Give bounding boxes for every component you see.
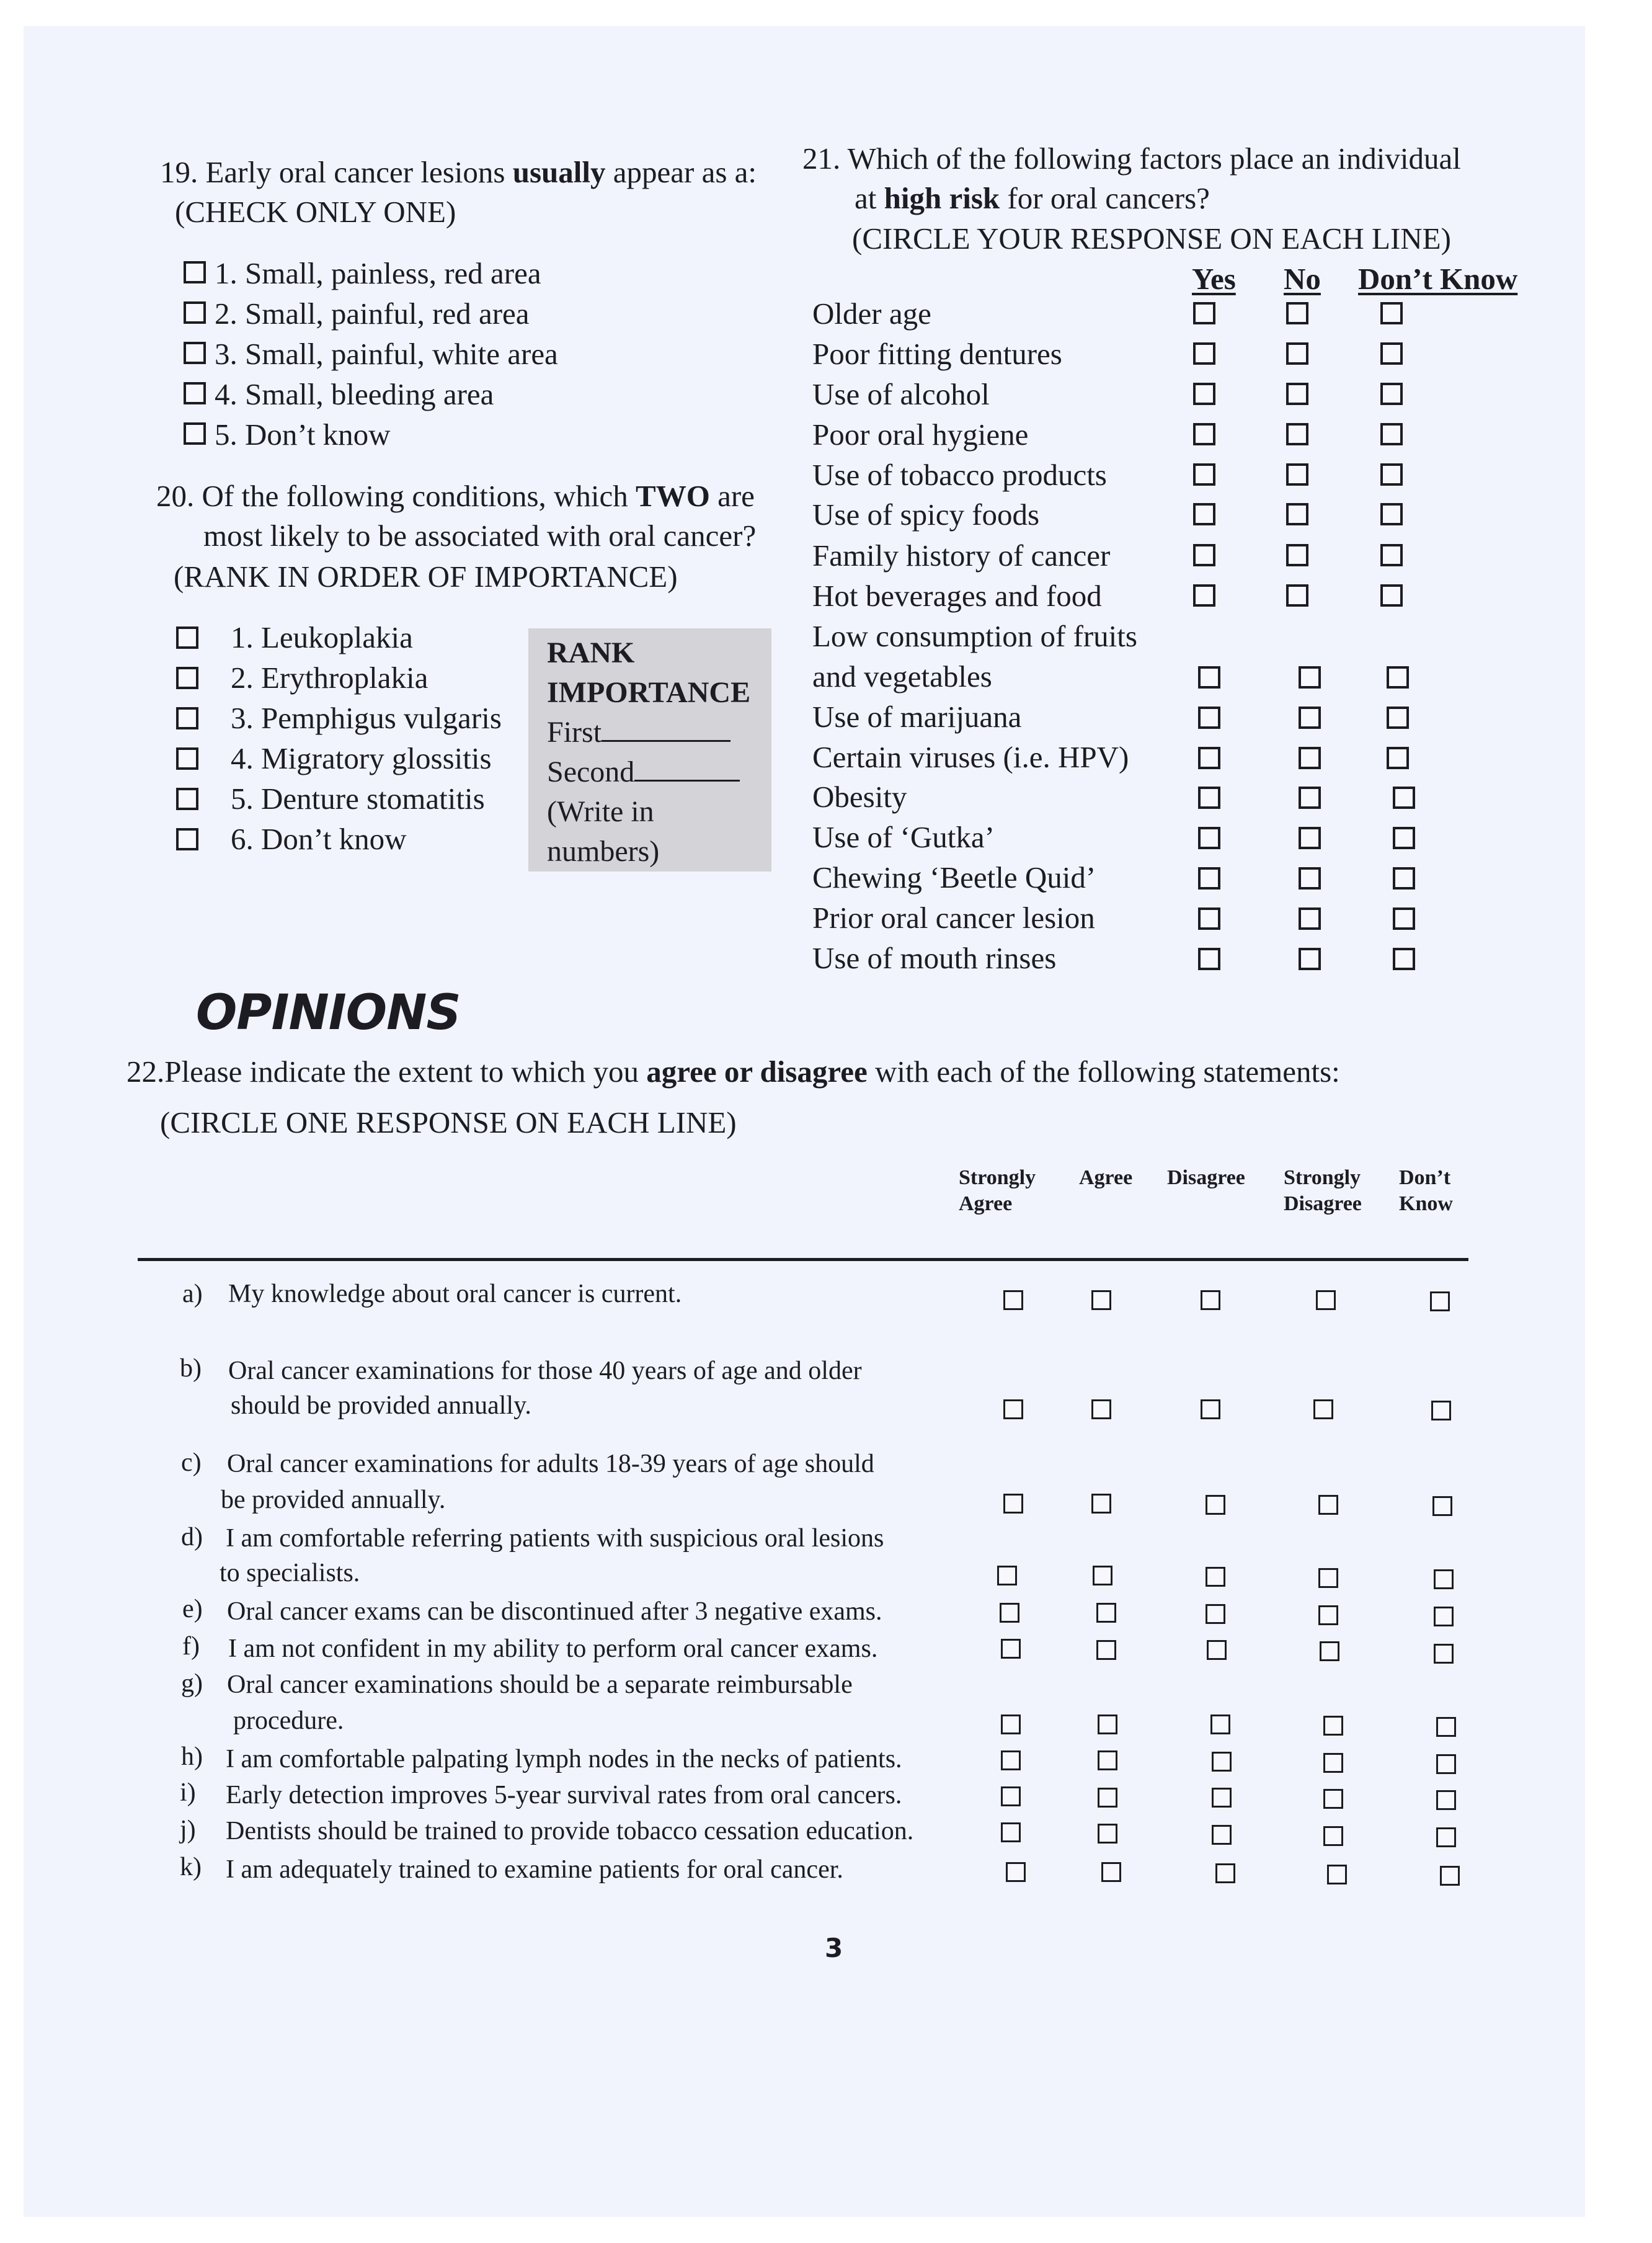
rank-heading: RANK — [547, 636, 635, 669]
statement-h-label: h) — [181, 1742, 203, 1771]
q19-title — [160, 154, 757, 191]
statement-a-dont-know-checkbox[interactable] — [1430, 1291, 1450, 1311]
col-agree-line1: Agree — [1079, 1166, 1133, 1189]
statement-d-strongly-agree-checkbox[interactable] — [997, 1566, 1017, 1585]
rank-note-line1: (Write in — [547, 795, 654, 828]
q21-hot-no-checkbox[interactable] — [1286, 584, 1308, 607]
q21-tobacco-dont-know-checkbox[interactable] — [1380, 463, 1403, 486]
statement-k-dont-know-checkbox[interactable] — [1440, 1866, 1460, 1886]
q21-spicy-dont-know-checkbox[interactable] — [1380, 503, 1403, 525]
q21-viruses-no-checkbox[interactable] — [1299, 747, 1321, 769]
statement-f-strongly-agree-checkbox[interactable] — [1001, 1639, 1021, 1659]
q21-factor-prior-lesion: Prior oral cancer lesion — [812, 901, 1095, 935]
q19-instruction: (CHECK ONLY ONE) — [175, 195, 456, 229]
q21-obesity-yes-checkbox[interactable] — [1198, 787, 1220, 809]
q19-option-5-checkbox[interactable] — [184, 422, 206, 445]
q21-prior-dont-know-checkbox[interactable] — [1393, 907, 1415, 930]
q21-fruits-yes-checkbox[interactable] — [1198, 666, 1220, 689]
col-dont-know-line1: Don’t — [1399, 1166, 1451, 1189]
q20-title — [156, 478, 755, 515]
statement-d-text-line2: to specialists. — [220, 1559, 360, 1587]
q19-option-2-checkbox[interactable] — [184, 301, 206, 324]
rank-second-blank[interactable] — [634, 755, 740, 782]
statement-f-dont-know-checkbox[interactable] — [1434, 1644, 1454, 1664]
q21-factor-beetle-quid: Chewing ‘Beetle Quid’ — [812, 860, 1096, 894]
statement-g-label: g) — [181, 1669, 203, 1698]
statement-k-strongly-disagree-checkbox[interactable] — [1327, 1865, 1347, 1884]
q22-instruction: (CIRCLE ONE RESPONSE ON EACH LINE) — [160, 1105, 737, 1139]
q21-factor-vegetables: and vegetables — [812, 659, 992, 693]
q21-older-age-no-checkbox[interactable] — [1286, 302, 1308, 324]
q21-gutka-dont-know-checkbox[interactable] — [1393, 827, 1415, 849]
q21-factor-gutka: Use of ‘Gutka’ — [812, 820, 995, 854]
statement-c-disagree-checkbox[interactable] — [1206, 1495, 1225, 1515]
q20-option-4-checkbox[interactable] — [176, 747, 198, 770]
col-strongly-agree-line2: Agree — [959, 1192, 1013, 1215]
statement-e-strongly-disagree-checkbox[interactable] — [1318, 1605, 1338, 1625]
statement-i-disagree-checkbox[interactable] — [1212, 1788, 1232, 1808]
q19-option-1-label: 1. Small, painless, red area — [215, 256, 541, 290]
statement-g-text-line2: procedure. — [233, 1706, 344, 1735]
q19-title-emphasis: usually — [512, 155, 606, 189]
statement-a-disagree-checkbox[interactable] — [1201, 1290, 1220, 1310]
rank-note-line2: numbers) — [547, 835, 660, 868]
statement-k-disagree-checkbox[interactable] — [1215, 1863, 1235, 1883]
statement-i-text: Early detection improves 5-year survival rates from oral cancers. — [226, 1781, 902, 1809]
statement-d-disagree-checkbox[interactable] — [1206, 1567, 1225, 1587]
q19-option-4-label: 4. Small, bleeding area — [215, 377, 494, 411]
col-strongly-disagree-line2: Disagree — [1284, 1192, 1362, 1215]
col-dont-know-line2: Know — [1399, 1192, 1453, 1215]
q21-column-yes: Yes — [1192, 262, 1236, 296]
q21-tobacco-yes-checkbox[interactable] — [1193, 463, 1215, 486]
statement-e-dont-know-checkbox[interactable] — [1434, 1607, 1454, 1626]
statement-h-strongly-disagree-checkbox[interactable] — [1323, 1753, 1343, 1773]
statement-b-dont-know-checkbox[interactable] — [1431, 1401, 1451, 1420]
q21-alcohol-dont-know-checkbox[interactable] — [1380, 383, 1403, 405]
q21-tobacco-no-checkbox[interactable] — [1286, 463, 1308, 486]
statement-g-strongly-agree-checkbox[interactable] — [1001, 1715, 1021, 1734]
q21-hygiene-dont-know-checkbox[interactable] — [1380, 423, 1403, 445]
statement-b-disagree-checkbox[interactable] — [1201, 1399, 1220, 1419]
q21-hot-yes-checkbox[interactable] — [1193, 584, 1215, 607]
statement-g-strongly-disagree-checkbox[interactable] — [1323, 1716, 1343, 1736]
q21-factor-older-age: Older age — [812, 297, 931, 331]
statement-b-label: b) — [180, 1354, 202, 1383]
q21-title-emphasis: high risk — [884, 181, 1000, 215]
q20-option-4-label: 4. Migratory glossitis — [231, 741, 492, 775]
q19-option-5-label: 5. Don’t know — [215, 417, 391, 452]
table-header-divider — [138, 1258, 1468, 1261]
q22-title-text: 22.Please indicate the extent to which you — [127, 1055, 647, 1089]
rank-first-row — [547, 713, 753, 752]
statement-b-strongly-disagree-checkbox[interactable] — [1313, 1399, 1333, 1419]
statement-f-text: I am not confident in my ability to perform oral cancer exams. — [228, 1634, 878, 1663]
q21-marijuana-no-checkbox[interactable] — [1299, 707, 1321, 729]
q22-column-strongly-disagree — [1284, 1165, 1362, 1217]
statement-k-agree-checkbox[interactable] — [1101, 1862, 1121, 1882]
q21-marijuana-yes-checkbox[interactable] — [1198, 707, 1220, 729]
q19-title-text: 19. Early oral cancer lesions — [160, 155, 513, 189]
q21-factor-mouth-rinses: Use of mouth rinses — [812, 941, 1057, 975]
q20-option-6-checkbox[interactable] — [176, 828, 198, 850]
statement-a-strongly-agree-checkbox[interactable] — [1003, 1290, 1023, 1310]
q20-title-emphasis: TWO — [636, 479, 710, 513]
statement-d-strongly-disagree-checkbox[interactable] — [1318, 1568, 1338, 1588]
q21-title-line1: 21. Which of the following factors place an individual — [802, 141, 1461, 176]
statement-f-label: f) — [182, 1632, 200, 1661]
q21-factor-spicy-foods: Use of spicy foods — [812, 497, 1040, 532]
statement-c-text-line1: Oral cancer examinations for adults 18-39 years of age should — [227, 1450, 874, 1478]
statement-e-text: Oral cancer exams can be discontinued after 3 negative exams. — [227, 1597, 882, 1626]
q20-option-5-label: 5. Denture stomatitis — [231, 782, 485, 816]
statement-d-text-line1: I am comfortable referring patients with suspicious oral lesions — [226, 1524, 884, 1553]
q19-option-3-label: 3. Small, painful, white area — [215, 337, 558, 371]
q21-instruction: (CIRCLE YOUR RESPONSE ON EACH LINE) — [852, 221, 1451, 256]
statement-h-dont-know-checkbox[interactable] — [1436, 1754, 1456, 1774]
statement-j-disagree-checkbox[interactable] — [1212, 1825, 1232, 1845]
statement-j-text: Dentists should be trained to provide tobacco cessation education. — [226, 1817, 914, 1845]
rank-importance-box — [528, 628, 771, 872]
col-disagree-line1: Disagree — [1167, 1166, 1245, 1189]
q19-option-2-label: 2. Small, painful, red area — [215, 297, 530, 331]
q20-option-2-checkbox[interactable] — [176, 667, 198, 689]
statement-k-label: k) — [180, 1853, 202, 1881]
q22-title-text-end: with each of the following statements: — [867, 1055, 1340, 1089]
q21-rinses-no-checkbox[interactable] — [1299, 948, 1321, 970]
q21-factor-poor-fitting-dentures: Poor fitting dentures — [812, 337, 1062, 371]
q21-rinses-yes-checkbox[interactable] — [1198, 948, 1220, 970]
rank-second-row — [547, 752, 753, 792]
q21-older-age-yes-checkbox[interactable] — [1193, 302, 1215, 324]
statement-d-dont-know-checkbox[interactable] — [1434, 1569, 1454, 1589]
statement-e-agree-checkbox[interactable] — [1096, 1603, 1116, 1623]
q22-column-dont-know — [1399, 1165, 1453, 1217]
q21-hygiene-yes-checkbox[interactable] — [1193, 423, 1215, 445]
q21-dentures-no-checkbox[interactable] — [1286, 342, 1308, 365]
statement-a-agree-checkbox[interactable] — [1091, 1290, 1111, 1310]
statement-a-label: a) — [182, 1280, 203, 1308]
col-strongly-agree-line1: Strongly — [959, 1166, 1036, 1189]
q19-option-1-checkbox[interactable] — [184, 261, 206, 283]
page-number: 3 — [825, 1933, 843, 1963]
statement-g-dont-know-checkbox[interactable] — [1436, 1717, 1456, 1737]
q21-column-dont-know: Don’t Know — [1358, 262, 1518, 296]
q21-obesity-no-checkbox[interactable] — [1299, 787, 1321, 809]
statement-g-disagree-checkbox[interactable] — [1210, 1715, 1230, 1734]
statement-b-strongly-agree-checkbox[interactable] — [1003, 1399, 1023, 1419]
q20-option-2-label: 2. Erythroplakia — [231, 661, 429, 695]
statement-a-strongly-disagree-checkbox[interactable] — [1316, 1290, 1336, 1310]
statement-h-strongly-agree-checkbox[interactable] — [1001, 1750, 1021, 1770]
q21-viruses-dont-know-checkbox[interactable] — [1387, 747, 1409, 769]
q21-prior-no-checkbox[interactable] — [1299, 907, 1321, 930]
q22-column-disagree — [1167, 1165, 1245, 1191]
q21-gutka-no-checkbox[interactable] — [1299, 827, 1321, 849]
q21-alcohol-yes-checkbox[interactable] — [1193, 383, 1215, 405]
q22-column-agree — [1079, 1165, 1132, 1191]
statement-g-agree-checkbox[interactable] — [1098, 1715, 1117, 1734]
q21-fruits-dont-know-checkbox[interactable] — [1387, 666, 1409, 689]
importance-heading: IMPORTANCE — [547, 676, 751, 709]
statement-j-strongly-agree-checkbox[interactable] — [1001, 1822, 1021, 1842]
statement-i-label: i) — [180, 1778, 196, 1807]
rank-first-label: First — [547, 716, 602, 749]
statement-e-strongly-agree-checkbox[interactable] — [1000, 1603, 1019, 1623]
statement-c-label: c) — [181, 1448, 202, 1477]
q21-factor-alcohol: Use of alcohol — [812, 377, 990, 411]
opinions-heading: OPINIONS — [196, 985, 461, 1041]
q21-factor-obesity: Obesity — [812, 780, 907, 814]
statement-d-label: d) — [181, 1523, 203, 1551]
q20-title-text-end: are — [709, 479, 755, 513]
q22-title-emphasis: agree or disagree — [646, 1055, 868, 1089]
q20-title-text: 20. Of the following conditions, which — [156, 479, 636, 513]
statement-k-strongly-agree-checkbox[interactable] — [1006, 1862, 1026, 1882]
q21-title-text-end: for oral cancers? — [1000, 181, 1210, 215]
statement-i-agree-checkbox[interactable] — [1098, 1788, 1117, 1808]
rank-first-blank[interactable] — [602, 715, 731, 742]
q21-hot-dont-know-checkbox[interactable] — [1380, 584, 1403, 607]
q21-dentures-yes-checkbox[interactable] — [1193, 342, 1215, 365]
statement-b-text-line1: Oral cancer examinations for those 40 years of age and older — [228, 1357, 862, 1385]
q22-column-strongly-agree — [959, 1165, 1036, 1217]
q21-obesity-dont-know-checkbox[interactable] — [1393, 787, 1415, 809]
statement-i-strongly-agree-checkbox[interactable] — [1001, 1786, 1021, 1806]
rank-second-label: Second — [547, 756, 635, 788]
q22-title — [127, 1053, 1340, 1090]
q21-gutka-yes-checkbox[interactable] — [1198, 827, 1220, 849]
statement-c-agree-checkbox[interactable] — [1091, 1494, 1111, 1514]
statement-j-label: j) — [180, 1816, 196, 1844]
statement-d-agree-checkbox[interactable] — [1093, 1566, 1112, 1585]
q21-factor-oral-hygiene: Poor oral hygiene — [812, 417, 1029, 452]
statement-e-label: e) — [182, 1595, 203, 1623]
q21-factor-viruses: Certain viruses (i.e. HPV) — [812, 740, 1129, 774]
q20-instruction: (RANK IN ORDER OF IMPORTANCE) — [174, 560, 678, 594]
q20-option-5-checkbox[interactable] — [176, 788, 198, 810]
q21-viruses-yes-checkbox[interactable] — [1198, 747, 1220, 769]
q21-alcohol-no-checkbox[interactable] — [1286, 383, 1308, 405]
statement-c-text-line2: be provided annually. — [221, 1486, 446, 1514]
statement-f-strongly-disagree-checkbox[interactable] — [1320, 1641, 1339, 1661]
q21-dentures-dont-know-checkbox[interactable] — [1380, 342, 1403, 365]
q21-older-age-dont-know-checkbox[interactable] — [1380, 302, 1403, 324]
statement-f-agree-checkbox[interactable] — [1096, 1640, 1116, 1660]
q21-spicy-yes-checkbox[interactable] — [1193, 503, 1215, 525]
q21-family-no-checkbox[interactable] — [1286, 544, 1308, 566]
q20-title-line2: most likely to be associated with oral cancer? — [203, 519, 757, 553]
statement-j-dont-know-checkbox[interactable] — [1436, 1827, 1456, 1847]
q21-factor-low-fruits: Low consumption of fruits — [812, 619, 1137, 653]
q20-option-3-label: 3. Pemphigus vulgaris — [231, 701, 502, 735]
statement-k-text: I am adequately trained to examine patients for oral cancer. — [226, 1855, 843, 1884]
q21-hygiene-no-checkbox[interactable] — [1286, 423, 1308, 445]
q20-option-6-label: 6. Don’t know — [231, 822, 407, 856]
statement-h-text: I am comfortable palpating lymph nodes in the necks of patients. — [226, 1745, 902, 1773]
statement-h-disagree-checkbox[interactable] — [1212, 1752, 1232, 1772]
q21-quid-no-checkbox[interactable] — [1299, 867, 1321, 890]
q21-quid-dont-know-checkbox[interactable] — [1393, 867, 1415, 890]
statement-g-text-line1: Oral cancer examinations should be a separate reimbursable — [227, 1670, 853, 1699]
q21-fruits-no-checkbox[interactable] — [1299, 666, 1321, 689]
q21-spicy-no-checkbox[interactable] — [1286, 503, 1308, 525]
statement-b-text-line2: should be provided annually. — [231, 1391, 531, 1420]
q21-quid-yes-checkbox[interactable] — [1198, 867, 1220, 890]
q20-option-1-label: 1. Leukoplakia — [231, 620, 413, 654]
q21-column-no: No — [1284, 262, 1321, 296]
q21-family-yes-checkbox[interactable] — [1193, 544, 1215, 566]
statement-i-dont-know-checkbox[interactable] — [1436, 1790, 1456, 1810]
statement-c-strongly-disagree-checkbox[interactable] — [1318, 1495, 1338, 1515]
q21-title-line2 — [855, 180, 1210, 217]
q21-factor-hot-beverages: Hot beverages and food — [812, 579, 1102, 613]
statement-j-agree-checkbox[interactable] — [1098, 1824, 1117, 1844]
q20-option-1-checkbox[interactable] — [176, 627, 198, 649]
q20-option-3-checkbox[interactable] — [176, 707, 198, 729]
q21-family-dont-know-checkbox[interactable] — [1380, 544, 1403, 566]
statement-j-strongly-disagree-checkbox[interactable] — [1323, 1826, 1343, 1846]
q21-rinses-dont-know-checkbox[interactable] — [1393, 948, 1415, 970]
q21-factor-marijuana: Use of marijuana — [812, 700, 1022, 734]
statement-b-agree-checkbox[interactable] — [1091, 1399, 1111, 1419]
statement-h-agree-checkbox[interactable] — [1098, 1750, 1117, 1770]
q21-title-text: at — [855, 181, 884, 215]
q21-marijuana-dont-know-checkbox[interactable] — [1387, 707, 1409, 729]
col-strongly-disagree-line1: Strongly — [1284, 1166, 1361, 1189]
statement-f-disagree-checkbox[interactable] — [1207, 1640, 1227, 1660]
statement-e-disagree-checkbox[interactable] — [1206, 1604, 1225, 1624]
q21-factor-tobacco: Use of tobacco products — [812, 458, 1107, 492]
statement-c-strongly-agree-checkbox[interactable] — [1003, 1494, 1023, 1514]
q19-option-4-checkbox[interactable] — [184, 382, 206, 404]
statement-a-text: My knowledge about oral cancer is current. — [228, 1280, 682, 1308]
statement-c-dont-know-checkbox[interactable] — [1432, 1496, 1452, 1516]
statement-i-strongly-disagree-checkbox[interactable] — [1323, 1789, 1343, 1809]
q19-title-text-end: appear as a: — [605, 155, 757, 189]
q19-option-3-checkbox[interactable] — [184, 342, 206, 364]
q21-factor-family-history: Family history of cancer — [812, 538, 1111, 573]
q21-prior-yes-checkbox[interactable] — [1198, 907, 1220, 930]
